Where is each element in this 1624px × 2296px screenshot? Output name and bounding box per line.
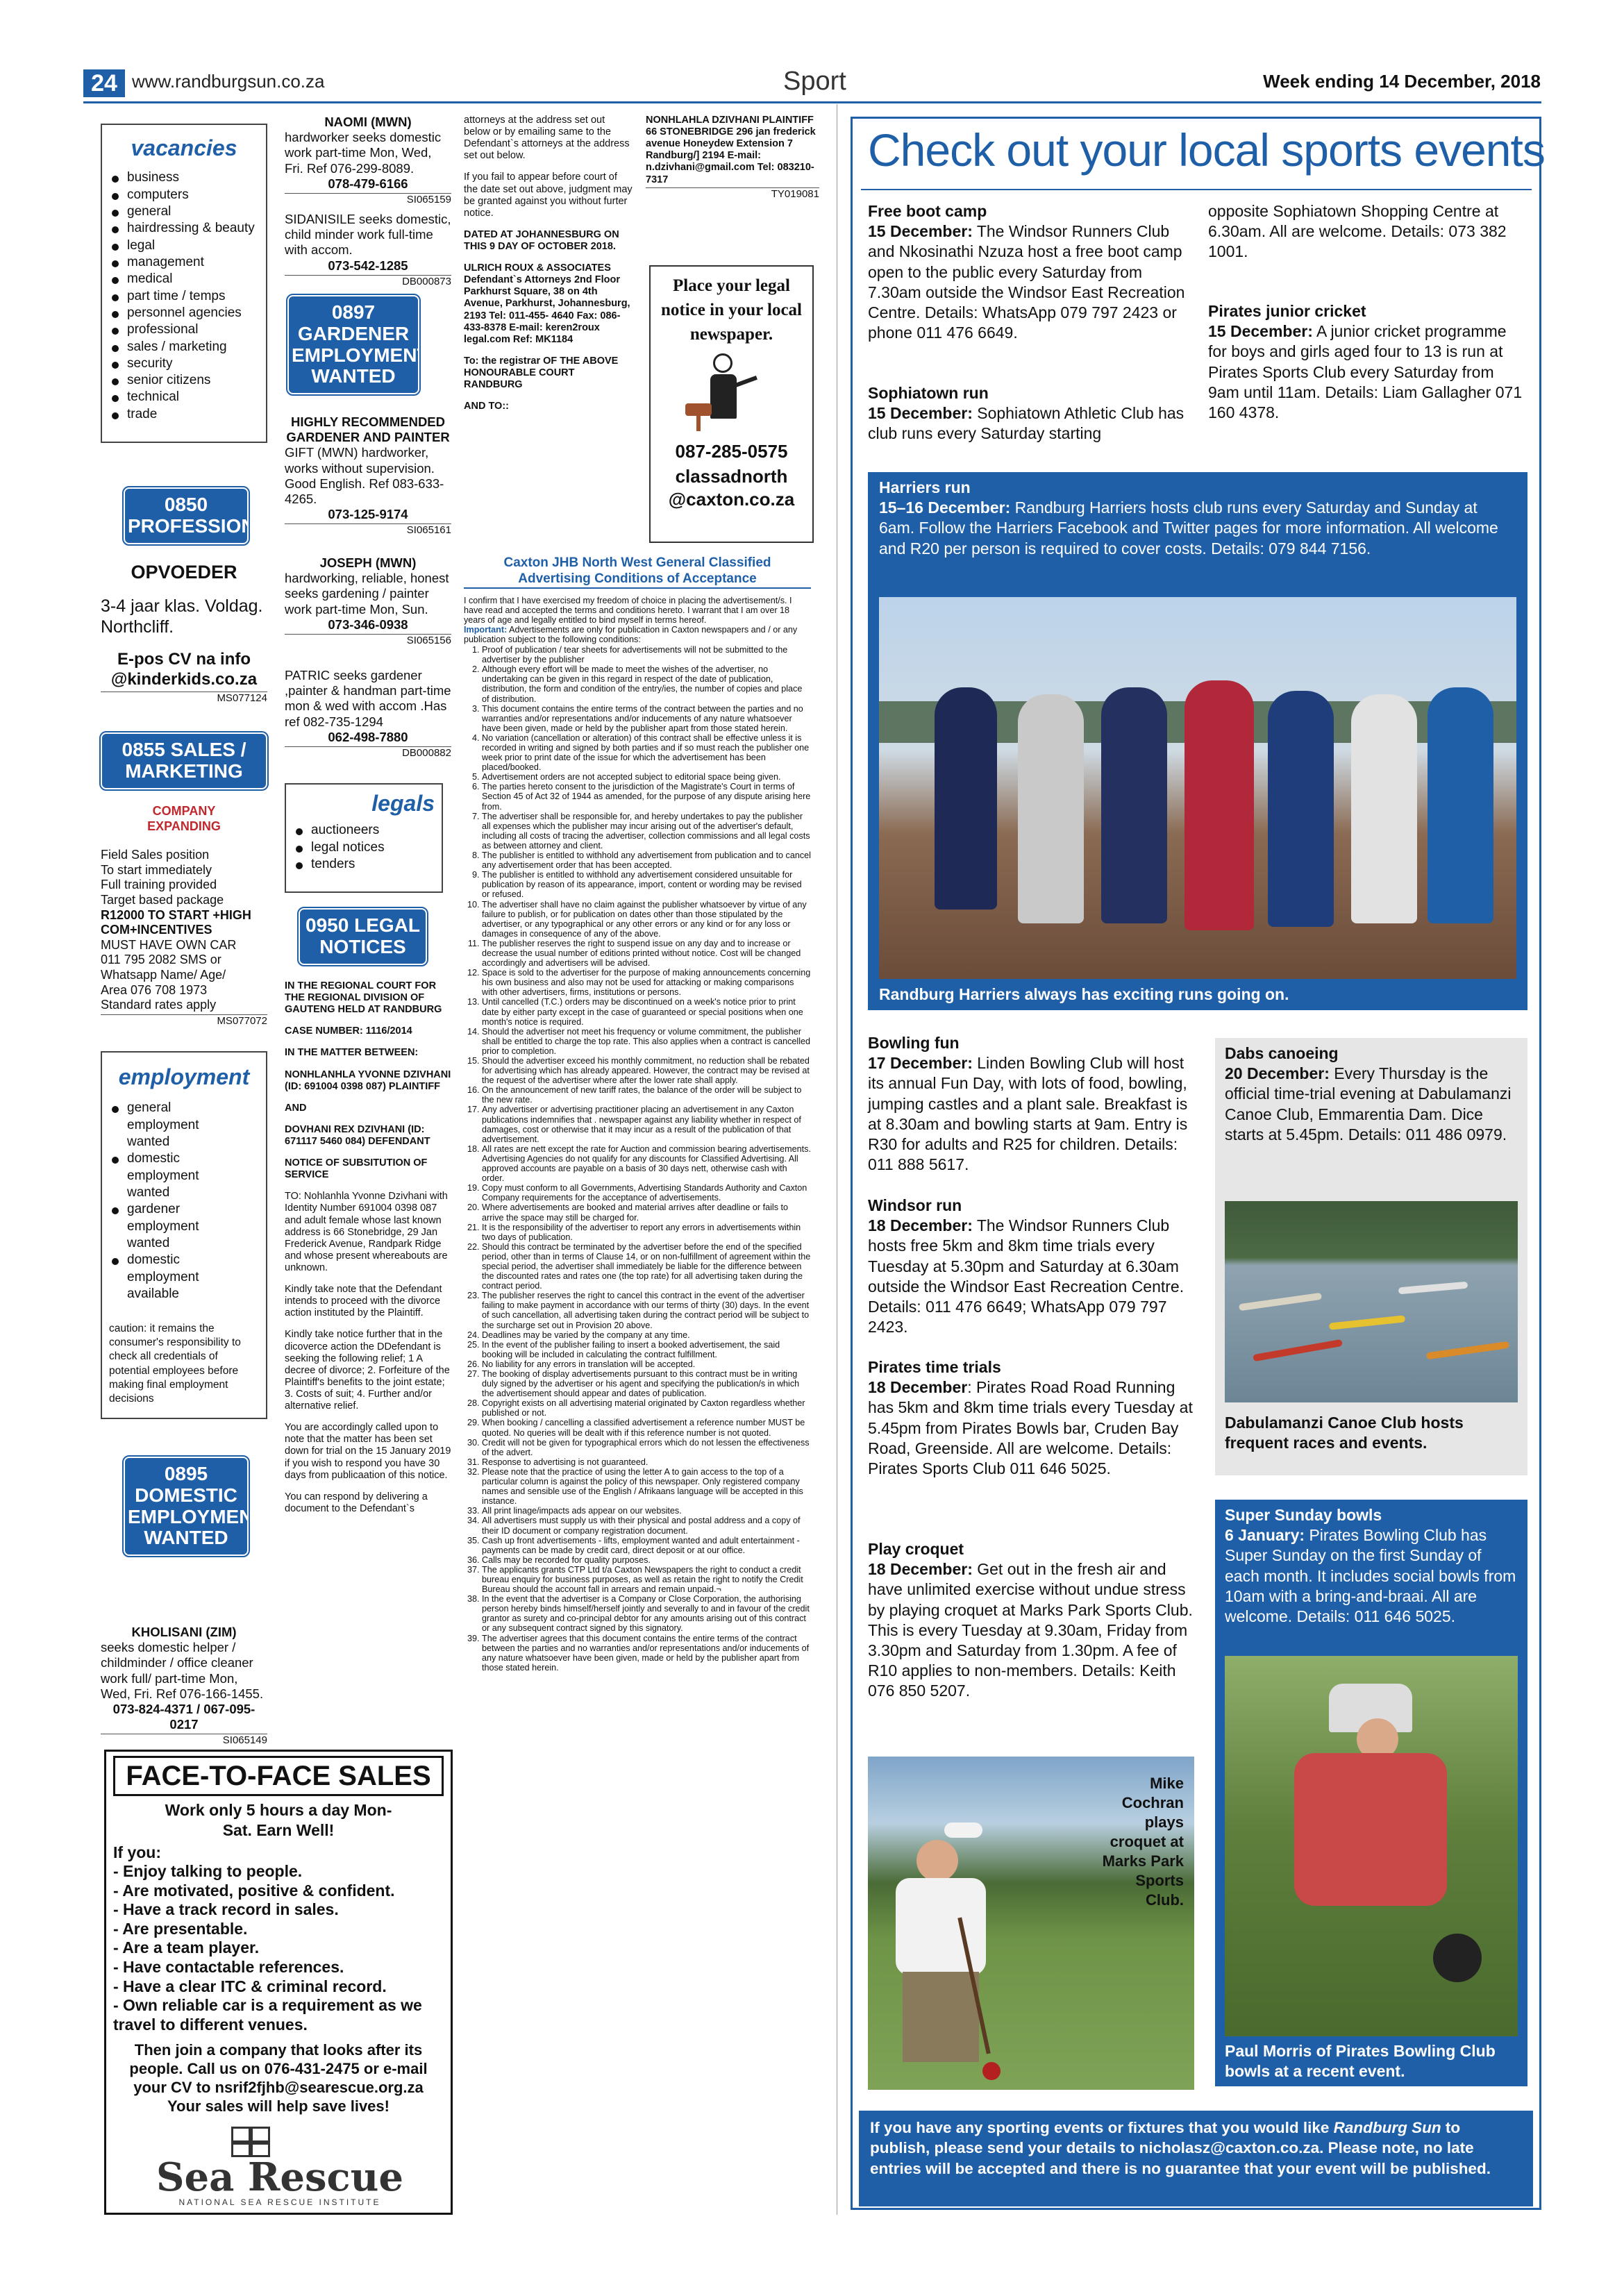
section-title: Sport [783, 67, 846, 96]
notice-paragraph: Kindly take note that the Defendant intends to proceed with the divorce action instituted by the Plaintiff. [285, 1284, 442, 1319]
event-date: 15 December: [868, 222, 973, 241]
terms-item: 1. Proof of publication / tear sheets for advertisements will not be submitted to the advertiser by the publisher [482, 645, 811, 664]
terms-item: 39. The advertiser agrees that this document contains the entire terms of the contract between the parties and no warranties and/or representations and/or inducements of any nature whatsoever have been given, made or held by the publisher apart from those stated herein. [482, 1634, 811, 1673]
ad-name: KHOLISANI (ZIM) [131, 1625, 237, 1639]
terms-item: 21. It is the responsibility of the advertiser to report any errors in advertisements within two days of publication. [482, 1223, 811, 1242]
terms-item: 9. The publisher is entitled to withhold any advertisement considered unsuitable for publication by reason of its appearance, import, content or wording may be revised or refused. [482, 870, 811, 899]
list-item[interactable]: medical [109, 271, 259, 287]
ad-item: - Have contactable references. [113, 1958, 344, 1977]
ad-line: Area 076 708 1973 [101, 982, 208, 997]
ad-ref: DB000873 [285, 275, 451, 288]
sea-rescue-ad [104, 1750, 453, 2215]
flag-icon [231, 2127, 270, 2157]
event-text: Randburg Harriers hosts club runs every Saturday and Sunday at 6am. Follow the Harriers Facebook and Twitter pages for more information. All welcome and R20 per person is required to cover costs. Details: 079 844 7156. [879, 498, 1498, 558]
place-ad-title: Place your legal notice in your local newspaper. [660, 276, 802, 344]
event-item [868, 1357, 1194, 1479]
ad-line: Standard rates apply [101, 998, 217, 1012]
notice-plaintiff: NONHLANHLA YVONNE DZIVHANI (ID: 691004 0398 087) PLAINTIFF [285, 1069, 451, 1092]
event-item [1208, 301, 1527, 423]
event-title: Super Sunday bowls [1225, 1506, 1382, 1524]
ad-tagline: Your sales will help save lives! [167, 2097, 390, 2115]
notice-address [646, 115, 819, 200]
notice-paragraph: You can respond by delivering a document to the Defendant`s [285, 1491, 428, 1514]
ad-item: - Own reliable car is a requirement as we travel to different venues. [113, 1996, 422, 2034]
harriers-photo [879, 597, 1516, 979]
footer-paper-name: Randburg Sun [1333, 2119, 1441, 2136]
terms-item: 33. All print linage/impacts ads appear on our websites. [482, 1506, 811, 1516]
category-sales-marketing[interactable]: 0855 SALES / MARKETING [101, 732, 267, 789]
legals-title: legals [371, 791, 435, 816]
notice-paragraph: Kindly take notice further that in the dicoverce action the DDefendant is seeking the following relief; 1 A decree of divorce; 2. Forfeiture of the Plaintiff's benefits to the joint estate; 3. Costs of suit; 4. Further and/or alternative relief. [285, 1329, 450, 1412]
ad-item: - Have a track record in sales. [113, 1900, 339, 1919]
terms-item: 4. No variation (cancellation or alteration) of this contract shall be effective unless it is recorded in writing and signed by both parties and if so must reach the publisher one week prior to print date of the issue for which the advertisement has been placed/booked. [482, 733, 811, 772]
list-item[interactable]: computers [109, 187, 259, 203]
terms-item: 12. Space is sold to the advertiser for the purpose of making announcements concerning his own business and also may not be used for attacking or making comparisons with other advertisers, firms, institutions or persons. [482, 968, 811, 997]
classified-ad [285, 115, 451, 206]
ad-phone: 073-824-4371 / 067-095-0217 [112, 1701, 256, 1732]
terms-item: 7. The advertiser shall be responsible for, and hereby undertakes to pay the publisher all expenses which the publisher may incur arising out of the advertiser's default, including all costs of tracing the advertiser, collection commissions and all legal costs as between attorney and client. [482, 812, 811, 850]
terms-item: 34. All advertisers must supply us with their physical and postal address and a copy of their ID document or company registration document. [482, 1516, 811, 1535]
terms-item: 25. In the event of the publisher failing to insert a booked advertisement, the said booking will be included in calculating the contract fulfillment. [482, 1340, 811, 1359]
ad-phone: 073-346-0938 [328, 617, 408, 632]
important-label: Important: [464, 624, 508, 635]
event-title: Harriers run [879, 478, 971, 496]
ad-body: PATRIC seeks gardener ,painter & handman part-time mon & wed with accom .Has ref 082-735-1294 [285, 668, 451, 729]
event-text: Sophiatown Athletic Club has club runs every Saturday starting [868, 404, 1184, 443]
terms-important [464, 625, 811, 644]
terms-item: 19. Copy must conform to all Governments, Advertising Standards Authority and Caxton Company requirements for the acceptance of advertisements. [482, 1183, 811, 1203]
ad-ref: DB000882 [285, 746, 451, 760]
legal-notice [285, 980, 451, 1515]
category-legal-notices[interactable]: 0950 LEGAL NOTICES [299, 908, 427, 965]
terms-item: 30. Credit will not be given for typographical errors which do not lessen the effectiveness of the advert. [482, 1438, 811, 1457]
terms-item: 13. Until cancelled (T.C.) orders may be discontinued on a week's notice prior to print date by either party except in the case of guaranteed or special positions when one month's notice is required. [482, 997, 811, 1026]
vacancies-list [109, 169, 259, 423]
ad-title: OPVOEDER [131, 562, 237, 583]
classified-ad [285, 668, 451, 760]
terms-item: 28. Copyright exists on all advertising material originated by Caxton regardless whether published or not. [482, 1398, 811, 1418]
ad-body: seeks domestic helper / childminder / office cleaner work full/ part-time Mon, Wed, Fri. Ref 076-166-1455. [101, 1640, 264, 1701]
list-item[interactable]: security [109, 355, 259, 372]
event-date: 17 December: [868, 1054, 973, 1073]
list-item[interactable]: business [109, 169, 259, 186]
place-ad-phone: 087-285-0575 [675, 441, 788, 462]
event-text: Pirates Bowling Club has Super Sunday on the first Sunday of each month. It includes social bowls from 10am with a bring-and-braai. All are welcome. Details: 011 646 5025. [1225, 1526, 1516, 1626]
terms-item: 27. The booking of display advertisements pursuant to this contract must be in writing duly signed by the advertiser or his agent and specifying the publication/s in which the advertisement should appear and dates of publication. [482, 1369, 811, 1398]
ad-ref: TY019081 [646, 187, 819, 201]
terms-item: 3. This document contains the entire terms of the contract between the parties and no warranties and/or representations and/or inducements of any nature whatsoever have been given, made or held by the publisher apart from those stated herein. [482, 704, 811, 733]
terms-item: 14. Should the advertiser not meet his frequency or volume commitment, the publisher shall be entitled to charge the top rate. This also applies when a contract is cancelled prior to completion. [482, 1027, 811, 1056]
event-title: Pirates junior cricket [1208, 302, 1366, 320]
issue-date: Week ending 14 December, 2018 [1263, 71, 1541, 92]
event-text: Every Thursday is the official time-trial evening at Dabulamanzi Canoe Club, Emmarentia Dam. Dice starts at 5.45pm. Details: 011 486 0979. [1225, 1064, 1512, 1143]
event-date: 6 January: [1225, 1526, 1305, 1545]
terms-item: 22. Should this contract be terminated by the advertiser before the end of the specified period, other than in terms of Clause 14, or on non-fulfillment of agreement within the special period, the advertiser shall immediately be liable for the difference between the discounted rates and rates one (the top rate) for all advertising taken during the contract period. [482, 1242, 811, 1291]
notice-and: AND [285, 1102, 307, 1114]
ad-ref: SI065156 [285, 634, 451, 647]
legals-box [285, 783, 443, 893]
classified-ad [285, 212, 451, 288]
event-date: 15 December: [868, 404, 973, 423]
ad-body: hardworker seeks domestic work part-time Mon, Wed, Fri. Ref 076-299-8089. [285, 130, 442, 176]
terms-item: 10. The advertiser shall have no claim against the publisher whatsoever by virtue of any failure to publish, or for publication on dates other than those stipulated by the advertiser, or any typographical or any other errors or any kind or for any loss or damages in consequence of any of the above. [482, 900, 811, 939]
event-item [1208, 201, 1527, 262]
notice-case: CASE NUMBER: 1116/2014 [285, 1025, 412, 1037]
vacancies-title: vacancies [131, 135, 237, 160]
ad-line: To start immediately [101, 862, 212, 877]
notice-registrar: To: the registrar OF THE ABOVE HONOURABLE COURT RANDBURG [464, 355, 619, 391]
notice-paragraph: If you fail to appear before court of the date set out above, judgment may be granted against you without furter notice. [464, 171, 633, 219]
event-text: The Windsor Runners Club and Nkosinathi Nzuza host a free boot camp open to the public every Saturday from 7.30am outside the Windsor East Recreation Centre. Details: WhatsApp 079 797 2423 or phone 011 476 6649. [868, 222, 1185, 342]
dabs-box [1215, 1038, 1527, 1475]
list-item[interactable]: legal notices [293, 839, 435, 856]
list-item[interactable]: technical [109, 389, 259, 405]
event-title: Dabs canoeing [1225, 1044, 1339, 1062]
ad-name: JOSEPH (MWN) [319, 555, 417, 570]
plaintiff-address: NONHLAHLA DZIVHANI PLAINTIFF 66 STONEBRIDGE 296 jan frederick avenue Honeydew Extension 7 Randburg/] 2194 E-mail: n.dzivhani@gmail.com Tel: 083210-7317 [646, 115, 816, 185]
terms-item: 38. In the event that the advertiser is a Company or Close Corporation, the authorising person hereby binds himself/herself jointly and severally to and in favour of the credit grantor as surety and co-principal debtor for any amounts arising out of this contract or any subsequent contract signed by this signatory. [482, 1594, 811, 1633]
ad-line: Field Sales position [101, 848, 210, 862]
footer-text: If you have any sporting events or fixtures that you would like [870, 2119, 1334, 2136]
notice-attorneys: ULRICH ROUX & ASSOCIATES Defendant`s Attorneys 2nd Floor Parkhurst Square, 38 on 4th Avenue, Parkhurst, Johannesburg, 2193 Tel: 011-455- 4640 Fax: 086-433-8378 E-mail: keren2roux legal.com Ref: MK1184 [464, 262, 630, 345]
ad-ref: MS077072 [101, 1014, 267, 1028]
list-item[interactable]: gardener employment wanted [109, 1201, 213, 1252]
legals-list [293, 822, 435, 873]
list-item[interactable]: sales / marketing [109, 339, 259, 355]
ad-item: - Are motivated, positive & confident. [113, 1881, 395, 1900]
event-text: A junior cricket programme for boys and girls aged four to 13 is run at Pirates Sports Club every Saturday from 9am until 11am. Details: Liam Gallagher 071 160 4378. [1208, 322, 1523, 422]
terms-list [464, 645, 811, 1673]
vacancies-box [101, 124, 267, 443]
notice-court: IN THE REGIONAL COURT FOR THE REGIONAL DIVISION OF GAUTENG HELD AT RANDBURG [285, 980, 442, 1016]
ad-heading: COMPANY EXPANDING [147, 804, 221, 833]
event-item [868, 1033, 1194, 1175]
terms-item: 2. Although every effort will be made to meet the wishes of the advertiser, no undertaking can be given in this regard in respect of the date of publication, distribution, the form and condition of the entry/ies, the number of copies and place of distribution. [482, 664, 811, 703]
terms-item: 36. Calls may be recorded for quality purposes. [482, 1555, 811, 1565]
event-item [1225, 1505, 1518, 1627]
terms-item: 32. Please note that the practice of using the letter A to gain access to the top of a particular column is against the policy of this newspaper. Only registered company names and sensible use of the English / Afrikaans language will be accepted in this instance. [482, 1467, 811, 1506]
terms-conditions [464, 555, 811, 1673]
gardener-ad [285, 414, 451, 537]
terms-item: 24. Deadlines may be varied by the company at any time. [482, 1330, 811, 1340]
ad-ref: SI065161 [285, 523, 451, 537]
header-rule [83, 101, 1541, 103]
classified-ad [285, 555, 451, 647]
ad-ref: SI065159 [285, 193, 451, 206]
domestic-ad [101, 1625, 267, 1747]
place-ad-box [649, 265, 814, 543]
notice-and-to: AND TO:: [464, 401, 509, 412]
ad-body: GIFT (MWN) hardworker, works without supervision. Good English. Ref 083-633-4265. [285, 445, 444, 506]
website-url[interactable]: www.randburgsun.co.za [132, 71, 325, 92]
logo-sub: NATIONAL SEA RESCUE INSTITUTE [178, 2197, 381, 2207]
list-item[interactable]: professional [109, 321, 259, 338]
caution-text: caution: it remains the consumer's responsibility to check all credentials of potential employees before making final employment decisions [109, 1323, 241, 1405]
ad-body: 3-4 jaar klas. Voldag. Northcliff. [101, 596, 263, 637]
ad-line: Full training provided [101, 878, 217, 892]
list-item[interactable]: trade [109, 406, 259, 423]
terms-item: 23. The publisher reserves the right to cancel this contract in the event of the advertiser failing to make payment in accordance with our terms of thirty (30) days. In the event of such cancellation, all advertising taken during the contract period will be subject to the surcharge set out in Provision 20 above. [482, 1291, 811, 1330]
list-item[interactable]: tenders [293, 856, 435, 873]
super-sunday-box [1215, 1500, 1527, 2086]
event-title: Free boot camp [868, 202, 987, 220]
event-title: Windsor run [868, 1196, 962, 1214]
event-date: 20 December: [1225, 1064, 1330, 1083]
event-text: Get out in the fresh air and have unlimited exercise without undue stress by playing croquet at Marks Park Sports Club. This is every Tuesday at 9.30am, Friday from 3.30pm and Saturday from 1.30pm. A fee of R10 applies to non-members. Details: Keith 076 850 5207. [868, 1560, 1193, 1700]
employment-box [101, 1051, 267, 1419]
list-item[interactable]: legal [109, 237, 259, 254]
logo-text: Sea Rescue [156, 2154, 403, 2200]
event-title: Pirates time trials [868, 1358, 1001, 1376]
sports-footer [859, 2111, 1533, 2206]
event-date: 18 December: [868, 1216, 973, 1235]
ad-phone: 062-498-7880 [328, 729, 408, 744]
terms-item: 29. When booking / cancelling a classified advertisement a reference number MUST be quoted. No queries will be dealt with if this reference number is not quoted. [482, 1418, 811, 1437]
category-professional[interactable]: 0850 PROFESSIONAL [124, 487, 249, 544]
place-ad-email[interactable]: classadnorth @caxton.co.za [668, 465, 795, 510]
ad-phone: 078-479-6166 [328, 176, 408, 191]
event-item [868, 1196, 1194, 1337]
notice-defendant: DOVHANI REX DZIVHANI (ID: 671117 5460 084) DEFENDANT [285, 1123, 430, 1147]
notice-dated: DATED AT JOHANNESBURG ON THIS 9 DAY OF OCTOBER 2018. [464, 228, 619, 252]
title-rule [861, 189, 1532, 190]
event-item [868, 1539, 1194, 1702]
terms-intro: I confirm that I have exercised my freedom of choice in placing the advertisement/s. I have read and accepted the terms and conditions hereto. I warrant that I am over 18 years of age and legally entitled to bind myself in terms hereof. [464, 595, 792, 625]
ad-if-you: If you: [113, 1843, 161, 1861]
category-domestic-employment[interactable]: 0895 DOMESTIC EMPLOYMENT WANTED [124, 1457, 249, 1556]
ad-phone: 073-125-9174 [328, 507, 408, 522]
category-gardener-employment[interactable]: 0897 GARDENER EMPLOYMENT WANTED [287, 295, 419, 394]
list-item[interactable]: general [109, 203, 259, 220]
professional-ad [101, 561, 267, 705]
notice-paragraph: You are accordingly called upon to note that the matter has been set down for trial on the 15 January 2019 if you wish to respond you have 30 days from publicaation of this notice. [285, 1422, 451, 1481]
list-item[interactable]: management [109, 254, 259, 271]
terms-item: 18. All rates are nett except the rate for Auction and commission bearing advertisements. Advertising Agencies do not qualify for any discounts for Classified Advertising. All approved accounts are payable on a basis of 30 days nett, otherwise cash with order. [482, 1144, 811, 1183]
gavel-icon [658, 349, 805, 436]
ad-cta: Then join a company that looks after its people. Call us on 076-431-2475 or e-mail your CV to nsrif2fjhb@searescue.org.za [129, 2041, 428, 2097]
event-title: Sophiatown run [868, 384, 989, 402]
event-date: 18 December: [868, 1560, 973, 1579]
notice-matter: IN THE MATTER BETWEEN: [285, 1047, 419, 1059]
list-item[interactable]: auctioneers [293, 822, 435, 839]
ad-line: MUST HAVE OWN CAR [101, 937, 237, 952]
ad-item: - Are a team player. [113, 1938, 260, 1957]
notice-title: NOTICE OF SUBSITUTION OF SERVICE [285, 1157, 428, 1181]
ad-body: hardworking, reliable, honest seeks gardening / painter work part-time Mon, Sun. [285, 571, 449, 617]
photo-caption: Randburg Harriers always has exciting runs going on. [879, 985, 1289, 1003]
list-item[interactable]: hairdressing & beauty [109, 220, 259, 237]
event-text: opposite Sophiatown Shopping Centre at 6.30am. All are welcome. Details: 073 382 1001. [1208, 202, 1507, 261]
event-text: : Pirates Road Road Running has 5km and 8km time trials every Tuesday at 5.45pm from Pirates Bowls bar, Cruden Bay Road, Greenside. All are welcome. Details: Pirates Sports Club 011 646 5025. [868, 1378, 1193, 1478]
event-text: The Windsor Runners Club hosts free 5km and 8km time trials every Tuesday at 5.30pm and Saturday at 6.30am outside the Windsor East Recreation Centre. Details: 011 476 6649; WhatsApp 079 797 2423. [868, 1216, 1184, 1336]
canoe-photo [1225, 1201, 1518, 1402]
terms-item: 20. Where advertisements are booked and material arrives after deadline or fails to arrive the space may still be charged for. [482, 1203, 811, 1222]
list-item[interactable]: general employment wanted [109, 1100, 213, 1150]
ad-item: - Enjoy talking to people. [113, 1862, 303, 1881]
ad-contact: E-pos CV na info @kinderkids.co.za [110, 650, 258, 689]
event-text: Linden Bowling Club will host its annual Fun Day, with lots of food, bowling, jumping castles and a plant sale. Breakfast is at 8.30am and bowling starts at 9am. Entry is R30 for adults and R25 for children. Details: 011 888 5617. [868, 1054, 1188, 1174]
list-item[interactable]: domestic employment wanted [109, 1150, 213, 1201]
sales-ad [101, 804, 267, 1028]
important-text: Advertisements are only for publication in Caxton newspapers and / or any publication subject to the following conditions: [464, 624, 798, 644]
terms-item: 11. The publisher reserves the right to suspend issue on any day and to increase or decrease the usual number of editions printed without notice. Cost will be changed accordingly and advertisers will be advised. [482, 939, 811, 968]
ad-line: 011 795 2082 SMS or [101, 953, 221, 967]
terms-item: 37. The applicants grants CTP Ltd t/a Caxton Newspapers the right to conduct a credit bureau enquiry for business purposes, as well as retain the right to notify the Credit Bureau should the account fall in arrears and remain unpaid.¬ [482, 1565, 811, 1594]
footer-text: to publish, please send your details to nicholasz@caxton.co.za. Please note, no late entries will be accepted and there is no guarantee that your event will be published. [870, 2119, 1491, 2177]
photo-caption: Mike Cochran plays croquet at Marks Park Sports Club. [1102, 1775, 1184, 1909]
ad-line: Target based package [101, 892, 224, 907]
event-title: Play croquet [868, 1540, 964, 1558]
sea-rescue-logo [148, 2127, 412, 2207]
sports-title: Check out your local sports events [868, 124, 1545, 176]
terms-item: 5. Advertisement orders are not accepted subject to editorial space being given. [482, 772, 811, 782]
list-item[interactable]: part time / temps [109, 288, 259, 305]
ad-item: - Have a clear ITC & criminal record. [113, 1977, 387, 1995]
notice-to: TO: Nohlanhla Yvonne Dzivhani with Identity Number 691004 0398 087 and adult female whose last known address is 66 Stonebridge, 29 Jan Frederick Avenue, Randpark Ridge and whose present whereabouts are unknown. [285, 1191, 448, 1273]
event-title: Bowling fun [868, 1034, 960, 1052]
ad-phone: 073-542-1285 [328, 258, 408, 273]
terms-item: 35. Cash up front advertisements - lifts, employment wanted and adult entertainment - payments can be made by credit card, direct deposit or at our office. [482, 1536, 811, 1555]
legal-notice-continued [464, 115, 634, 412]
event-item [868, 383, 1187, 444]
bowls-photo [1225, 1656, 1518, 2036]
ad-ref: MS077124 [101, 692, 267, 705]
photo-caption: Dabulamanzi Canoe Club hosts frequent races and events. [1225, 1414, 1464, 1452]
event-item [868, 201, 1187, 343]
notice-paragraph: attorneys at the address set out below or by emailing same to the Defendant`s attorneys at the address set out below. [464, 115, 630, 162]
ad-item: - Are presentable. [113, 1919, 248, 1938]
terms-item: 8. The publisher is entitled to withhold any advertisement from publication and to cancel any advertisement order that has been accepted. [482, 850, 811, 870]
event-item [879, 478, 1516, 559]
ad-body: SIDANISILE seeks domestic, child minder work full-time with accom. [285, 212, 451, 258]
terms-item: 26. No liability for any errors in translation will be accepted. [482, 1359, 811, 1369]
ad-salary: R12000 TO START +HIGH COM+INCENTIVES [101, 907, 251, 937]
terms-item: 16. On the announcement of new tariff rates, the balance of the order will be subject to the new rate. [482, 1085, 811, 1105]
photo-caption: Paul Morris of Pirates Bowling Club bowls at a recent event. [1225, 2042, 1496, 2081]
ad-heading: HIGHLY RECOMMENDED GARDENER AND PAINTER [286, 414, 450, 445]
event-date: 18 December [868, 1378, 968, 1397]
ad-name: NAOMI (MWN) [324, 115, 412, 129]
list-item[interactable]: domestic employment available [109, 1252, 213, 1302]
terms-item: 15. Should the advertiser exceed his monthly commitment, no reduction shall be rebated for advertising which has already appeared. However, the contract may be revised at the request of the advertiser where after the lower rate shall apply. [482, 1056, 811, 1085]
employment-list [109, 1100, 259, 1302]
list-item[interactable]: senior citizens [109, 372, 259, 389]
ad-ref: SI065149 [101, 1734, 267, 1747]
terms-title: Caxton JHB North West General Classified Advertising Conditions of Acceptance [464, 555, 811, 589]
ad-line: Whatsapp Name/ Age/ [101, 967, 226, 982]
ad-sub: Work only 5 hours a day Mon-Sat. Earn Well! [165, 1801, 392, 1839]
harriers-box [868, 472, 1527, 1010]
terms-item: 31. Response to advertising is not guaranteed. [482, 1457, 811, 1467]
terms-item: 6. The parties hereto consent to the jurisdiction of the Magistrate's Court in terms of Section 45 of Act 32 of 1944 as amended, for the purpose of any dispute arising here from. [482, 782, 811, 811]
list-item[interactable]: personnel agencies [109, 305, 259, 321]
event-date: 15 December: [1208, 322, 1313, 341]
page-number: 24 [83, 69, 125, 97]
employment-title: employment [118, 1064, 250, 1089]
event-item [1225, 1044, 1518, 1145]
terms-item: 17. Any advertiser or advertising practitioner placing an advertisement in any Caxton publications indemnifies that . newspaper against any liability whether in respect of damages, cost or otherwise that it may incur as a result of the publication of that advertisement. [482, 1105, 811, 1143]
ad-headline: FACE-TO-FACE SALES [113, 1756, 444, 1796]
event-date: 15–16 December: [879, 498, 1011, 517]
